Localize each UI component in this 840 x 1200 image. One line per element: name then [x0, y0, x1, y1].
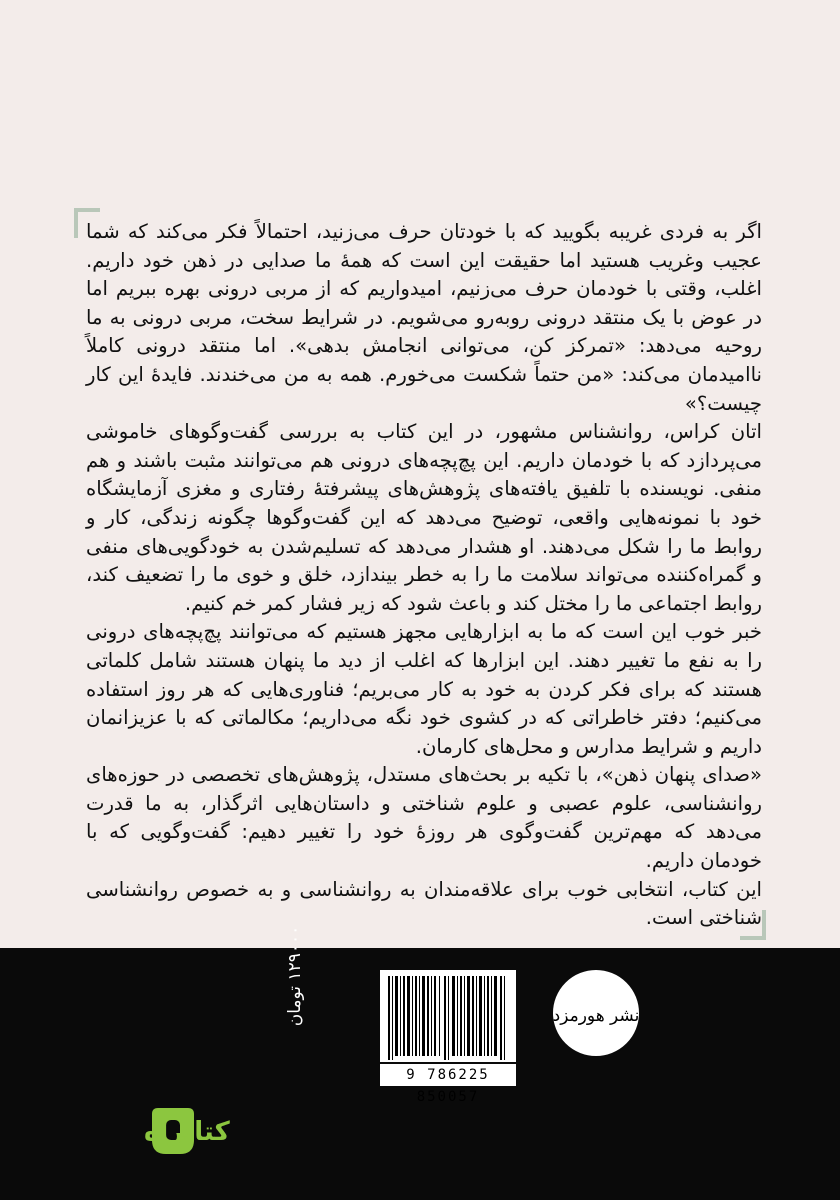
blurb-text — [86, 218, 762, 933]
blurb-paragraph-4: «صدای پنهان ذهن»، با تکیه بر بحث‌های مستدل، پژوهش‌های تخصصی در حوزه‌های روانشناسی، علوم عصبی و علوم شناختی و داستان‌هایی اثرگذار، به ما قدرت می‌دهد که مهم‌ترین گفت‌وگوی هر روزهٔ خود را تغییر دهیم: گفت‌وگویی که با خودمان داریم. — [86, 763, 762, 873]
blurb-paragraph-3: خبر خوب این است که ما به ابزارهایی مجهز هستیم که می‌توانند پچ‌پچه‌های درونی را به نفع ما تغییر دهند. این ابزارها که اغلب از دید ما پنهان هستند شامل کلماتی هستند که برای فکر کردن به خود به کار می‌بریم؛ فناوری‌هایی که هر روز استفاده می‌کنیم؛ دفتر خاطراتی که در کشوی خود نگه می‌داریم؛ مکالماتی که با عزیزانمان داریم و شرایط مدارس و محل‌های کارمان. — [86, 620, 762, 758]
decorative-corner-bracket-bottom — [740, 910, 766, 940]
store-logo-text: کتابراه — [144, 1117, 230, 1147]
publisher-logo-text: نشر هورمزد — [552, 1006, 640, 1026]
publisher-logo-icon — [548, 965, 644, 1061]
blurb-paragraph-2: اتان کراس، روانشناس مشهور، در این کتاب به بررسی گفت‌وگوهای خاموشی می‌پردازد که با خودمان داریم. این پچ‌پچه‌های درونی هم می‌توانند مثبت باشند و هم منفی. نویسنده با تلفیق یافته‌های پژوهش‌های پیشرفتهٔ رفتاری و مغزی آزمایشگاه خود با نمونه‌هایی واقعی، توضیح می‌دهد که این گفت‌وگوها چگونه زندگی، کار و روابط ما را شکل می‌دهند. او هشدار می‌دهد که تسلیم‌شدن به خودگویی‌های منفی و گمراه‌کننده می‌تواند سلامت ما را به خطر بیندازد، خلق و خوی ما را تضعیف کند، روابط اجتماعی ما را مختل کند و باعث شود که زیر فشار کمر خم کنیم. — [86, 420, 762, 615]
blurb-paragraph-5: این کتاب، انتخابی خوب برای علاقه‌مندان به روانشناسی و به خصوص روانشناسی شناختی است. — [86, 877, 762, 930]
store-logo-icon — [40, 1100, 230, 1160]
barcode-icon — [380, 970, 516, 1062]
price-label: ۱۲۹۰۰۰ تومان — [285, 925, 305, 1027]
blurb-paragraph-1: اگر به فردی غریبه بگویید که با خودتان حرف می‌زنید، احتمالاً فکر می‌کند که شما عجیب وغریب هستید اما حقیقت این است که همهٔ ما صدایی در ذهن خود داریم. اغلب، وقتی با خودمان حرف می‌زنیم، امیدواریم که از مربی درونی بهره ببریم اما در عوض با یک منتقد درونی روبه‌رو می‌شویم. در شرایط سخت، مربی درونی به ما روحیه می‌دهد: «تمرکز کن، می‌توانی انجامش بدهی». اما منتقد درونی کاملاً ناامیدمان می‌کند: «من حتماً شکست می‌خورم. همه به من می‌خندند. فایدهٔ این کار چیست؟» — [86, 220, 762, 415]
barcode-digits: 9 786225 850057 — [380, 1064, 516, 1086]
